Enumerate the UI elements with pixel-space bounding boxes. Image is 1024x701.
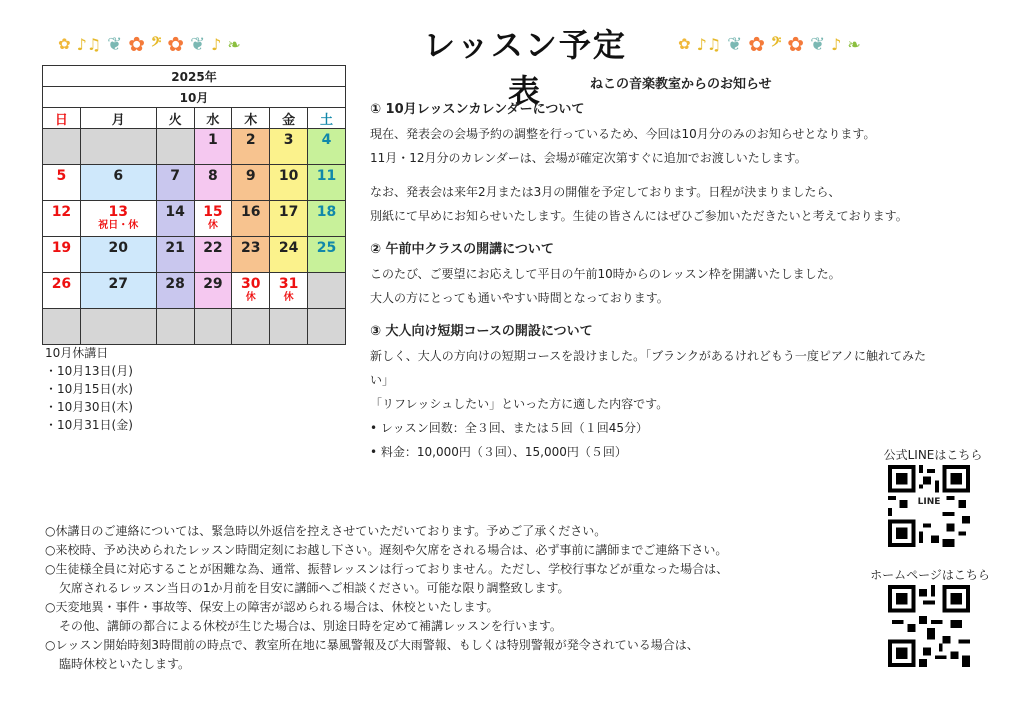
calendar-day xyxy=(308,273,346,309)
calendar-day xyxy=(156,309,194,345)
day-number: 2 xyxy=(245,132,256,148)
calendar-day xyxy=(80,237,156,273)
music-note-icon: ♪♫ xyxy=(76,34,102,54)
calendar-day xyxy=(270,129,308,165)
calendar-day xyxy=(80,273,156,309)
calendar-day xyxy=(270,273,308,309)
calendar-day xyxy=(308,129,346,165)
calendar-day xyxy=(308,237,346,273)
day-number: 19 xyxy=(51,240,72,256)
rule-text: ○生徒様全員に対応することが困難な為、通常、振替レッスンは行っておりません。ただし、学校行事などが重なった場合は、 xyxy=(45,562,729,576)
leaf-icon: ❧ xyxy=(227,34,241,54)
day-number: 27 xyxy=(108,276,128,292)
calendar-day xyxy=(80,201,156,237)
day-number: 5 xyxy=(56,168,67,184)
holiday-item: ・10月13日(月) xyxy=(45,364,133,378)
calendar-day xyxy=(232,201,270,237)
day-number: 30 xyxy=(241,276,261,292)
music-note-icon: ♪ xyxy=(831,34,842,54)
weekday-label: 水 xyxy=(194,108,232,129)
rule-text: ○レッスン開始時刻3時間前の時点で、教室所在地に暴風警報及び大雨警報、もしくは特別警報が発令されている場合は、 xyxy=(45,638,699,652)
page-title: レッスン予定表 xyxy=(423,26,627,110)
section-heading: ② 午前中クラスの開講について xyxy=(370,242,554,257)
day-number: 12 xyxy=(51,204,72,220)
calendar-day xyxy=(194,273,232,309)
bass-clef-icon: 𝄢 xyxy=(151,34,162,53)
day-number: 22 xyxy=(203,240,223,256)
weekday-label: 木 xyxy=(232,108,270,129)
calendar-day xyxy=(194,165,232,201)
holiday-item: ・10月31日(金) xyxy=(45,418,133,432)
holiday-item: ・10月15日(水) xyxy=(45,382,133,396)
decoration-right xyxy=(678,30,861,58)
day-number: 15 xyxy=(203,204,223,220)
calendar-day xyxy=(270,165,308,201)
line-qr-code[interactable] xyxy=(888,465,970,547)
calendar-day xyxy=(43,309,81,345)
calendar-day xyxy=(232,309,270,345)
weekday-label: 土 xyxy=(308,108,346,129)
rule-text: 臨時休校といたします。 xyxy=(59,657,191,671)
bird-icon: ❦ xyxy=(107,33,123,55)
rule-text: ○休講日のご連絡については、緊急時以外返信を控えさせていただいております。予めご了承ください。 xyxy=(45,524,607,538)
holiday-mark: 休 xyxy=(283,292,294,303)
notice-bullet: • レッスン回数：全３回、または５回（１回45分） xyxy=(370,421,649,435)
calendar-day xyxy=(43,129,81,165)
calendar-day xyxy=(156,237,194,273)
calendar-week xyxy=(43,273,346,309)
day-number: 9 xyxy=(245,168,256,184)
flower-icon: ✿ xyxy=(167,32,185,56)
day-number: 21 xyxy=(165,240,185,256)
day-number: 28 xyxy=(165,276,185,292)
rule-text: ○天変地異・事件・事故等、保安上の障害が認められる場合は、休校といたします。 xyxy=(45,600,499,614)
calendar-day xyxy=(232,165,270,201)
day-number: 11 xyxy=(316,168,337,184)
holiday-mark: 休 xyxy=(207,220,218,231)
calendar-day xyxy=(194,201,232,237)
holiday-item: ・10月30日(木) xyxy=(45,400,133,414)
music-note-icon: ♪♫ xyxy=(696,34,722,54)
bass-clef-icon: 𝄢 xyxy=(771,34,782,53)
day-number: 6 xyxy=(113,168,124,184)
calendar-day xyxy=(232,273,270,309)
notice-text: 大人の方にとっても通いやすい時間となっております。 xyxy=(370,291,669,305)
weekday-label: 日 xyxy=(43,108,81,129)
day-number: 26 xyxy=(51,276,72,292)
calendar-week xyxy=(43,165,346,201)
day-number: 29 xyxy=(203,276,223,292)
day-number: 18 xyxy=(316,204,337,220)
calendar-day xyxy=(156,201,194,237)
bird-icon: ❦ xyxy=(190,33,206,55)
flower-icon: ✿ xyxy=(787,32,805,56)
leaf-icon: ❧ xyxy=(847,34,861,54)
holiday-heading: 10月休講日 xyxy=(45,346,109,360)
calendar-day xyxy=(308,309,346,345)
day-number: 16 xyxy=(241,204,261,220)
day-number: 24 xyxy=(278,240,299,256)
notice-text: 現在、発表会の会場予約の調整を行っているため、今回は10月分のみのお知らせとなります。 xyxy=(370,127,876,141)
day-number: 4 xyxy=(321,132,332,148)
flower-icon: ✿ xyxy=(748,32,765,56)
calendar-day xyxy=(156,165,194,201)
homepage-qr-label: ホームページはこちら xyxy=(870,568,990,582)
calendar-day xyxy=(43,165,81,201)
notice-bullet: • 料金：10,000円（３回）、15,000円（５回） xyxy=(370,445,627,459)
weekday-header xyxy=(43,108,346,129)
calendar-day xyxy=(156,273,194,309)
calendar-day xyxy=(80,165,156,201)
calendar-week xyxy=(43,201,346,237)
decoration-left xyxy=(58,30,241,58)
calendar-week xyxy=(43,129,346,165)
calendar-day xyxy=(270,309,308,345)
weekday-label: 火 xyxy=(156,108,194,129)
notice-text: 新しく、大人の方向けの短期コースを設けました。「ブランクがあるけれどもう一度ピアノに触れてみたい」 xyxy=(370,349,926,387)
flower-icon: ✿ xyxy=(128,32,145,56)
homepage-qr-code[interactable] xyxy=(888,585,970,667)
bird-icon: ❦ xyxy=(810,33,826,55)
flower-icon: ✿ xyxy=(58,35,71,53)
calendar-day xyxy=(43,201,81,237)
line-logo-text: LINE xyxy=(917,497,941,507)
bird-icon: ❦ xyxy=(727,33,743,55)
calendar-week xyxy=(43,237,346,273)
weekday-label: 月 xyxy=(80,108,156,129)
notice-title: ねこの音楽教室からのお知らせ xyxy=(590,77,772,92)
calendar-day xyxy=(194,129,232,165)
notice-section xyxy=(370,98,930,464)
day-number: 17 xyxy=(278,204,299,220)
day-number: 13 xyxy=(108,204,128,220)
calendar-day xyxy=(308,165,346,201)
calendar-year: 2025年 xyxy=(43,66,346,87)
section-heading: ① 10月レッスンカレンダーについて xyxy=(370,102,585,117)
rule-text: 欠席されるレッスン当日の1か月前を目安に講師へご相談ください。可能な限り調整致します。 xyxy=(59,581,570,595)
section-heading: ③ 大人向け短期コースの開設について xyxy=(370,324,593,339)
day-number: 8 xyxy=(208,168,218,184)
calendar-day xyxy=(156,129,194,165)
notice-text: 別紙にて早めにお知らせいたします。生徒の皆さんにはぜひご参加いただきたいと考えております。 xyxy=(370,209,908,223)
day-number: 14 xyxy=(165,204,185,220)
calendar-day xyxy=(80,129,156,165)
calendar-day xyxy=(270,201,308,237)
holiday-list xyxy=(45,344,133,434)
day-number: 1 xyxy=(208,132,218,148)
calendar-month: 10月 xyxy=(43,87,346,108)
flower-icon: ✿ xyxy=(678,35,691,53)
calendar-day xyxy=(80,309,156,345)
music-note-icon: ♪ xyxy=(211,34,222,54)
rule-text: その他、講師の都合による休校が生じた場合は、別途日時を定めて補講レッスンを行います。 xyxy=(59,619,562,633)
day-number: 10 xyxy=(278,168,299,184)
holiday-mark: 休 xyxy=(245,292,256,303)
notice-text: 「リフレッシュしたい」といった方に適した内容です。 xyxy=(370,397,669,411)
weekday-label: 金 xyxy=(270,108,308,129)
notice-text: このたび、ご要望にお応えして平日の午前10時からのレッスン枠を開講いたしました。 xyxy=(370,267,841,281)
calendar-day xyxy=(194,237,232,273)
holiday-mark: 祝日・休 xyxy=(98,220,139,231)
day-number: 3 xyxy=(283,132,294,148)
calendar-body xyxy=(43,129,346,345)
rule-text: ○来校時、予め決められたレッスン時間定刻にお越し下さい。遅刻や欠席をされる場合は、必ず事前に講師までご連絡下さい。 xyxy=(45,543,728,557)
rules-section xyxy=(45,522,845,674)
calendar-day xyxy=(308,201,346,237)
calendar-week xyxy=(43,309,346,345)
lesson-calendar xyxy=(42,65,346,345)
calendar-day xyxy=(194,309,232,345)
day-number: 25 xyxy=(316,240,337,256)
day-number: 23 xyxy=(241,240,261,256)
notice-text: なお、発表会は来年2月または3月の開催を予定しております。日程が決まりましたら、 xyxy=(370,185,841,199)
calendar-day xyxy=(43,273,81,309)
line-qr-label: 公式LINEはこちら xyxy=(883,448,983,462)
day-number: 20 xyxy=(108,240,128,256)
notice-text: 11月・12月分のカレンダーは、会場が確定次第すぐに追加でお渡しいたします。 xyxy=(370,151,807,165)
calendar-day xyxy=(43,237,81,273)
calendar-day xyxy=(232,237,270,273)
calendar-day xyxy=(232,129,270,165)
qr-code-icon xyxy=(888,585,970,667)
day-number: 31 xyxy=(278,276,299,292)
day-number: 7 xyxy=(170,168,180,184)
calendar-day xyxy=(270,237,308,273)
